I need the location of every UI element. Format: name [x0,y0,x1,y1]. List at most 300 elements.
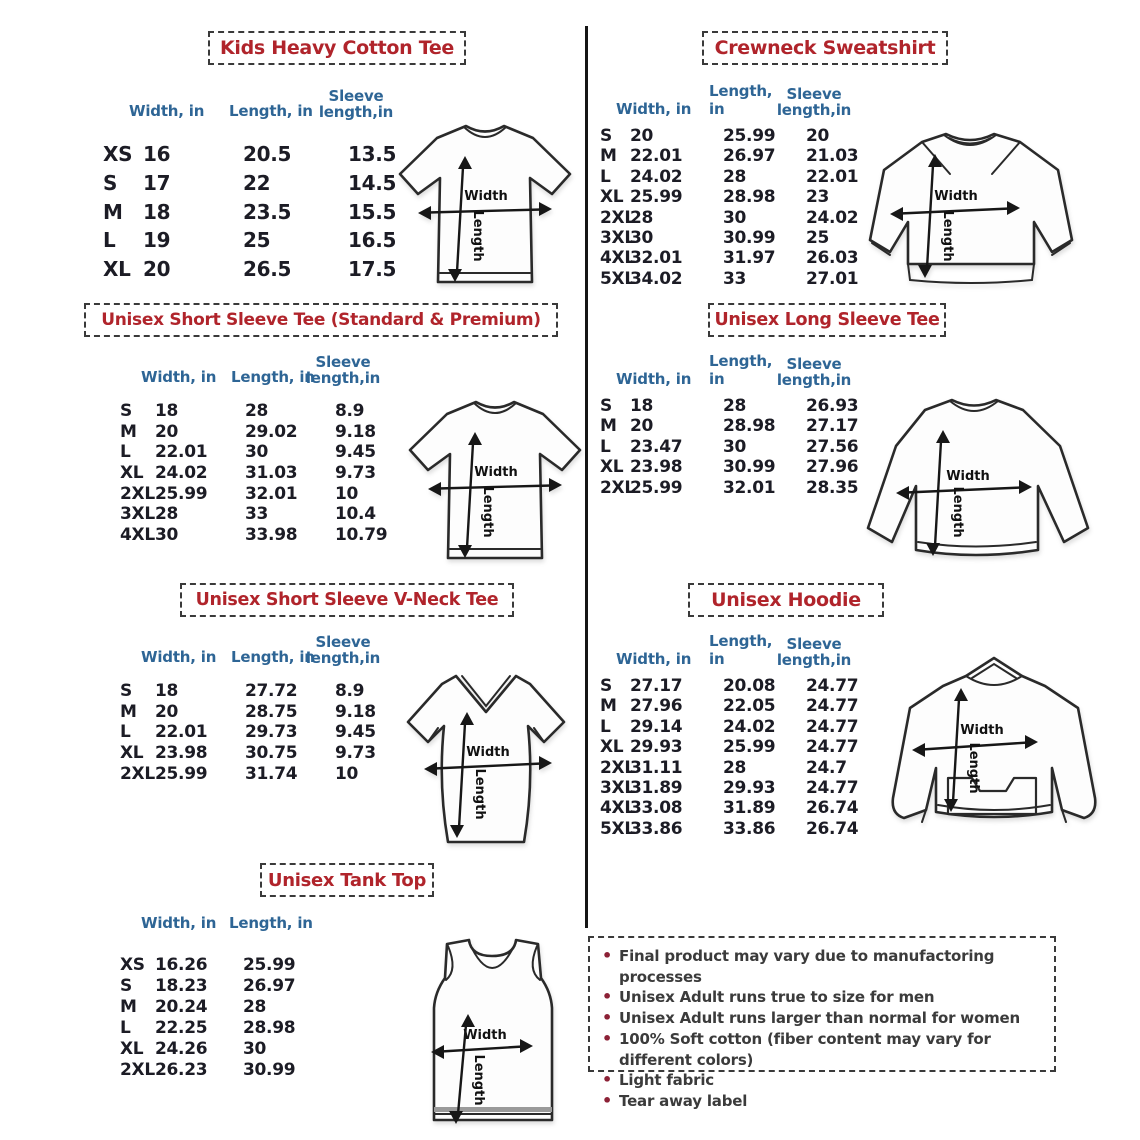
size-value: 22.05 [723,696,776,717]
column-header-width: Width, in [141,914,217,932]
size-value: 24.77 [806,676,859,696]
note-item [602,1029,1042,1070]
size-value: 23 [806,187,830,208]
size-row [592,167,892,187]
size-row [95,257,434,286]
size-value: 24.7 [806,757,847,778]
size-value: 20 [630,416,654,437]
size-value: 24.02 [806,207,859,228]
size-row [592,126,892,146]
size-row [112,1060,333,1081]
size-value: 17 [143,170,171,195]
length-label: Length [472,768,487,820]
size-value: 10.4 [335,504,376,525]
size-value: 9.45 [335,442,376,463]
size-value: 29.02 [245,421,298,442]
kids-tee-table-body [95,142,434,286]
size-label: 3XL [600,777,635,798]
size-label: L [600,166,611,187]
size-value: 16.5 [348,228,397,253]
size-value: 25 [806,227,830,248]
bullet-icon: • [602,946,613,965]
size-label: 2XL [120,483,155,504]
size-row [592,146,892,166]
size-value: 24.77 [806,737,859,758]
long-sleeve-tee-title: Unisex Long Sleeve Tee [714,310,940,330]
hoodie-table-header [592,632,892,669]
size-value: 28 [723,396,747,416]
size-value: 19 [143,228,171,253]
size-label: 2XL [120,1060,155,1080]
column-header-sleeve: Sleeve length,in [305,352,381,387]
short-sleeve-tee-table-header [112,352,421,386]
column-header-length: Length, in [229,102,313,120]
size-row [592,696,892,716]
column-header-length: Length, in [709,632,773,668]
size-value: 25.99 [723,737,776,758]
kids-tee-table-header [95,80,434,120]
size-row [592,778,892,798]
size-value: 28.75 [245,701,298,722]
short-sleeve-tee-title-box [84,303,558,337]
column-header-length: Length, in [229,914,313,932]
size-label: M [120,421,137,442]
size-value: 23.98 [630,457,683,478]
size-value: 26.03 [806,248,859,269]
size-label: 5XL [600,818,635,839]
size-value: 25.99 [243,955,296,975]
size-row [112,722,421,743]
size-label: S [600,396,612,416]
size-value: 28 [243,997,267,1017]
size-value: 9.18 [335,701,376,722]
column-header-width: Width, in [616,100,692,118]
size-label: 5XL [600,268,635,289]
size-value: 18 [155,681,179,701]
size-row [592,208,892,228]
note-item [602,987,1042,1008]
size-value: 20 [155,421,179,442]
length-label: Length [480,486,495,538]
hoodie-table [592,632,892,839]
size-label: M [600,146,617,167]
size-value: 27.96 [806,457,859,478]
size-value: 22.01 [155,722,208,743]
size-label: XL [600,187,624,208]
size-label: 3XL [120,504,155,525]
crewneck-title: Crewneck Sweatshirt [714,37,936,59]
size-value: 23.98 [155,743,208,764]
size-label: 4XL [600,248,635,269]
size-value: 20.5 [243,142,292,166]
size-label: L [120,1018,131,1038]
size-row [112,484,421,505]
size-label: S [120,681,132,701]
length-label: Length [940,210,955,262]
note-text: 100% Soft cotton (fiber content may vary for different colors) [619,1029,991,1069]
size-value: 28 [630,207,654,228]
size-row [112,764,421,785]
column-header-sleeve: Sleeve length,in [318,86,394,121]
size-value: 22 [243,170,271,195]
size-row [112,442,421,463]
size-value: 29.93 [723,777,776,798]
size-row [592,416,892,436]
size-value: 28.98 [723,187,776,208]
size-value: 15.5 [348,199,397,224]
size-value: 20 [806,126,830,146]
size-value: 33.98 [245,525,298,546]
short-sleeve-tee-table-body [112,401,421,546]
size-value: 27.72 [245,681,298,701]
size-value: 31.11 [630,757,683,778]
size-value: 14.5 [348,170,397,195]
v-neck-tee-title-box [180,583,514,617]
size-value: 30.75 [245,743,298,764]
size-row [592,819,892,839]
size-row [95,142,434,171]
tank-top-title: Unisex Tank Top [267,869,427,891]
kids-tee-title-box [208,31,466,65]
size-value: 13.5 [348,142,397,166]
size-row [592,187,892,207]
size-value: 26.74 [806,818,859,839]
tank-top-table-body [112,955,333,1081]
bullet-icon: • [602,1008,613,1028]
bullet-icon: • [602,987,613,1007]
notes-list [602,946,1042,1112]
column-header-length: Length, in [709,352,773,388]
size-value: 31.89 [630,777,683,798]
size-value: 26.74 [806,798,859,819]
size-label: M [120,997,137,1017]
size-value: 25.99 [723,126,776,146]
size-value: 28.98 [243,1018,296,1038]
size-value: 25.99 [155,483,208,504]
size-value: 30 [243,1039,267,1059]
hoodie-illustration [882,650,1107,855]
size-row [95,171,434,200]
size-value: 28 [155,504,179,525]
size-value: 21.03 [806,146,859,167]
size-value: 16 [143,142,171,166]
size-label: M [600,416,617,437]
size-row [112,1018,333,1039]
size-value: 33.86 [723,818,776,839]
crewneck-table-header [592,82,892,119]
size-label: XL [600,457,624,478]
size-value: 26.97 [243,976,296,996]
size-value: 9.73 [335,463,376,484]
size-label: L [120,722,131,743]
note-item [602,1070,1042,1091]
size-row [592,798,892,818]
size-value: 22.25 [155,1018,208,1038]
size-label: XS [120,955,145,975]
size-value: 28 [245,401,269,421]
column-header-sleeve: Sleeve length,in [305,632,381,667]
size-label: S [120,401,132,421]
size-value: 24.02 [155,463,208,484]
size-value: 26.93 [806,396,859,416]
short-sleeve-tee-title: Unisex Short Sleeve Tee (Standard & Premium) [101,310,541,330]
size-label: S [600,126,612,146]
crewneck-title-box [702,31,948,65]
size-value: 20.08 [723,676,776,696]
long-sleeve-tee-title-box [708,303,946,337]
size-value: 27.01 [806,268,859,289]
long-sleeve-tee-table-body [592,396,892,498]
size-label: M [120,701,137,722]
size-value: 32.01 [245,483,298,504]
size-value: 27.17 [806,416,859,437]
length-label: Length [471,1054,486,1106]
size-value: 29.73 [245,722,298,743]
size-value: 27.96 [630,696,683,717]
size-value: 9.45 [335,722,376,743]
size-label: XL [600,737,624,758]
size-value: 33 [245,504,269,525]
size-value: 33.08 [630,798,683,819]
size-row [112,702,421,723]
bullet-icon: • [602,1028,613,1048]
size-label: XL [120,1039,144,1059]
size-row [592,717,892,737]
size-value: 25 [243,228,271,253]
size-value: 24.02 [723,716,776,737]
column-header-width: Width, in [616,650,692,668]
size-label: M [600,696,617,717]
column-header-sleeve: Sleeve length,in [776,84,852,119]
size-label: S [120,976,132,996]
size-row [112,743,421,764]
size-label: L [600,716,611,737]
size-value: 31.97 [723,248,776,269]
size-value: 29.14 [630,716,683,737]
long-sleeve-tee-table-header [592,352,892,389]
size-value: 33.86 [630,818,683,839]
size-label: S [600,676,612,696]
column-header-width: Width, in [616,370,692,388]
size-row [95,200,434,229]
column-header-length: Length, in [709,82,773,118]
note-text: Unisex Adult runs larger than normal for women [619,1009,1020,1028]
size-row [592,269,892,289]
size-row [592,758,892,778]
size-value: 28 [723,166,747,187]
size-value: 9.73 [335,743,376,764]
size-label: 2XL [600,207,635,228]
size-value: 30.99 [723,227,776,248]
size-value: 26.23 [155,1060,208,1080]
size-label: XL [103,257,131,282]
size-value: 22.01 [155,442,208,463]
tee-illustration [400,388,590,573]
size-label: 4XL [120,525,155,546]
v-neck-tee-table-header [112,632,421,666]
column-header-width: Width, in [129,102,205,120]
size-value: 31.03 [245,463,298,484]
size-label: XL [120,743,144,764]
size-value: 25.99 [630,187,683,208]
size-value: 27.56 [806,436,859,457]
size-label: M [103,199,123,224]
size-row [592,396,892,416]
note-item [602,946,1042,987]
size-value: 20 [155,701,179,722]
size-row [112,976,333,997]
size-row [592,676,892,696]
size-label: S [103,170,118,195]
width-label: Width [946,469,990,484]
size-label: 3XL [600,227,635,248]
hoodie-title: Unisex Hoodie [711,589,861,611]
hoodie-table-body [592,676,892,839]
size-value: 8.9 [335,401,365,421]
size-row [112,955,333,976]
size-value: 23.5 [243,199,292,224]
v-neck-tee-title: Unisex Short Sleeve V-Neck Tee [195,590,499,610]
column-header-sleeve: Sleeve length,in [776,354,852,389]
size-label: 4XL [600,798,635,819]
note-item [602,1008,1042,1029]
size-value: 10.79 [335,525,388,546]
size-row [95,228,434,257]
width-label: Width [934,189,978,204]
size-value: 20.24 [155,997,208,1017]
size-value: 30 [630,227,654,248]
bullet-icon: • [602,1070,613,1090]
size-value: 18 [143,199,171,224]
tank-top-title-box [260,863,434,897]
size-label: 2XL [600,477,635,498]
size-value: 9.18 [335,421,376,442]
size-label: 2XL [120,763,155,784]
size-value: 8.9 [335,681,365,701]
size-label: L [120,442,131,463]
size-label: XS [103,142,133,166]
width-label: Width [466,745,510,760]
sweatshirt-illustration [864,122,1079,302]
width-label: Width [960,723,1004,738]
width-label: Width [463,1028,507,1043]
size-value: 22.01 [630,146,683,167]
size-row [592,457,892,477]
size-value: 28.98 [723,416,776,437]
size-value: 31.89 [723,798,776,819]
size-value: 32.01 [723,477,776,498]
column-header-width: Width, in [141,648,217,666]
length-label: Length [470,210,485,262]
width-label: Width [464,189,508,204]
column-header-sleeve: Sleeve length,in [776,634,852,669]
size-value: 33 [723,268,747,289]
tee-illustration [390,112,580,297]
size-value: 30.99 [723,457,776,478]
size-row [112,422,421,443]
size-value: 24.77 [806,777,859,798]
width-label: Width [474,465,518,480]
size-row [592,248,892,268]
size-row [592,478,892,498]
size-value: 18 [155,401,179,421]
size-value: 23.47 [630,436,683,457]
hoodie-title-box [688,583,884,617]
size-value: 26.5 [243,257,292,282]
note-text: Tear away label [619,1091,748,1110]
size-value: 34.02 [630,268,683,289]
size-value: 18.23 [155,976,208,996]
length-label: Length [966,742,981,794]
size-value: 30 [245,442,269,463]
tank-top-table-header [112,908,333,932]
size-value: 16.26 [155,955,208,975]
size-value: 20 [143,257,171,282]
kids-tee-table [95,80,434,286]
size-value: 10 [335,763,359,784]
size-value: 18 [630,396,654,416]
size-value: 30.99 [243,1060,296,1080]
size-value: 30 [723,207,747,228]
size-value: 24.26 [155,1039,208,1059]
size-row [592,737,892,757]
size-value: 25.99 [630,477,683,498]
size-row [112,1039,333,1060]
length-label: Length [950,486,965,538]
size-label: 2XL [600,757,635,778]
tank-top-table [112,908,333,1081]
size-label: L [600,436,611,457]
column-header-length: Length, in [231,648,315,666]
size-value: 17.5 [348,257,397,282]
size-value: 25.99 [155,763,208,784]
long-sleeve-tee-table [592,352,892,498]
size-value: 22.01 [806,166,859,187]
long-sleeve-illustration [866,390,1091,575]
size-value: 27.17 [630,676,683,696]
size-value: 31.74 [245,763,298,784]
size-value: 26.97 [723,146,776,167]
crewneck-table [592,82,892,289]
size-row [112,525,421,546]
v-neck-illustration [398,664,573,849]
size-row [592,437,892,457]
note-item [602,1091,1042,1112]
size-value: 29.93 [630,737,683,758]
column-header-width: Width, in [141,368,217,386]
size-value: 30 [723,436,747,457]
v-neck-tee-table-body [112,681,421,784]
size-label: XL [120,463,144,484]
crewneck-table-body [592,126,892,289]
tank-top-illustration [413,932,573,1132]
size-row [592,228,892,248]
size-label: L [103,228,116,253]
size-value: 28 [723,757,747,778]
bullet-icon: • [602,1090,613,1110]
size-value: 20 [630,126,654,146]
size-value: 24.77 [806,696,859,717]
v-neck-tee-table [112,632,421,784]
size-value: 32.01 [630,248,683,269]
size-row [112,401,421,422]
size-row [112,997,333,1018]
size-value: 10 [335,483,359,504]
note-text: Final product may vary due to manufactoring processes [619,947,995,986]
note-text: Light fabric [619,1071,714,1090]
size-value: 24.02 [630,166,683,187]
size-value: 24.77 [806,716,859,737]
